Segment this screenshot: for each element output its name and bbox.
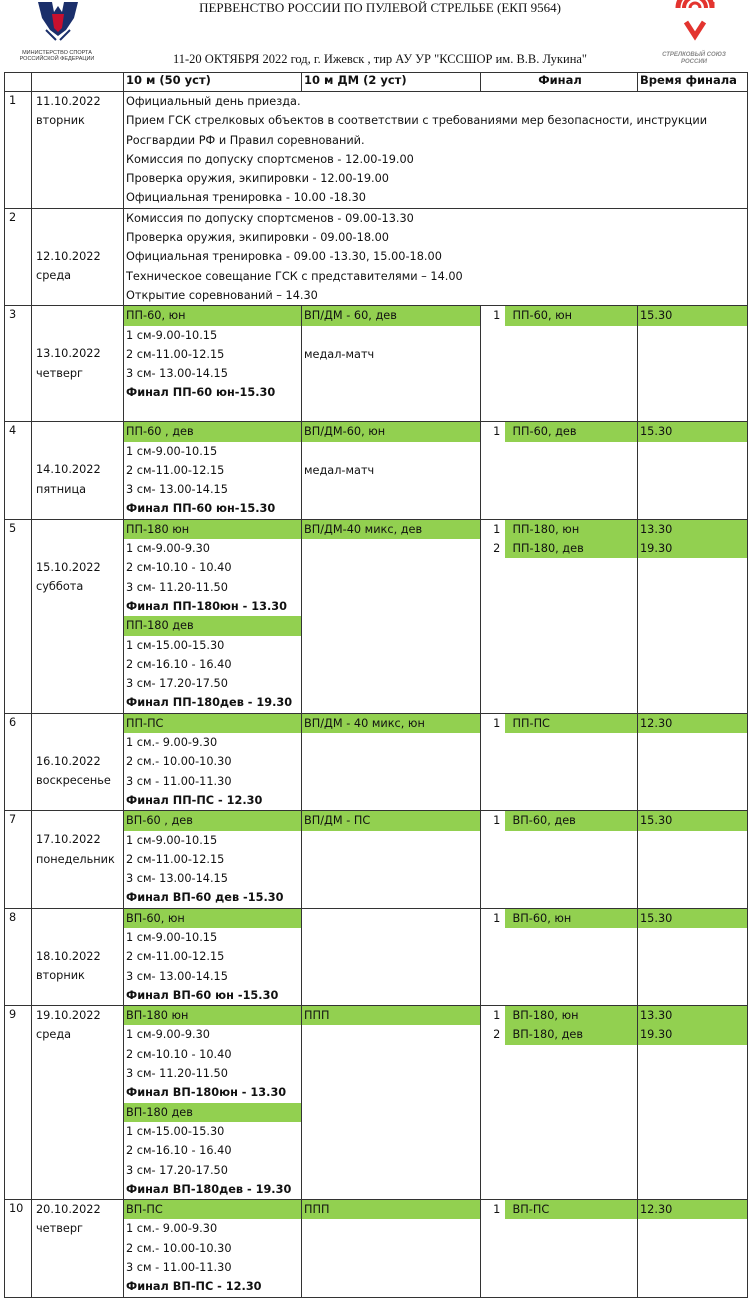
day-number: 7 [5, 811, 32, 908]
info-line: Техническое совещание ГСК с представителями – 14.00 [126, 269, 463, 283]
shift-time: 3 см- 13.00-14.15 [126, 367, 228, 381]
shift-time: 3 см- 17.20-17.50 [126, 677, 228, 691]
shift-time: 1 см.- 9.00-9.30 [126, 1222, 218, 1236]
events-10m-cell [124, 306, 302, 422]
day-row [5, 908, 748, 1005]
final-event-cell [511, 306, 638, 422]
shift-time: 3 см- 17.20-17.50 [126, 1163, 228, 1177]
shift-time: 2 см-11.00-12.15 [126, 950, 225, 964]
day-date-cell [32, 713, 124, 810]
final-event-cell [511, 422, 638, 519]
day-number: 9 [5, 1006, 32, 1200]
day-date: 17.10.2022 [36, 833, 101, 847]
union-caption: СТРЕЛКОВЫЙ СОЮЗ РОССИИ [662, 52, 726, 65]
final-number: 1 [493, 309, 501, 323]
final-number: 2 [493, 1028, 501, 1042]
events-dm-cell [302, 1006, 481, 1200]
shift-time: 1 см-15.00-15.30 [126, 1124, 225, 1138]
day-date-cell [32, 811, 124, 908]
info-line: Проверка оружия, экипировки - 12.00-19.00 [126, 172, 389, 186]
final-time: 15.30 [638, 909, 747, 928]
event-title: ПП-ПС [124, 714, 301, 733]
shift-time: 1 см-9.00-9.30 [126, 1028, 210, 1042]
events-dm-cell [302, 422, 481, 519]
dm-event-title: ВП/ДМ - 40 микс, юн [302, 714, 480, 733]
day-date-cell [32, 92, 124, 209]
final-time-cell [638, 713, 748, 810]
header-num [5, 73, 32, 92]
final-time: 19.30 [638, 539, 747, 558]
info-line: Комиссия по допуску спортсменов - 12.00-19.00 [126, 152, 414, 166]
event-final-time: Финал ВП-ПС - 12.30 [126, 1280, 262, 1294]
events-dm-cell [302, 1200, 481, 1297]
events-10m-cell [124, 1200, 302, 1297]
day-weekday: среда [36, 269, 72, 283]
events-dm-cell [302, 713, 481, 810]
header-10m: 10 м (50 уст) [124, 73, 302, 92]
day-weekday: понедельник [36, 852, 115, 866]
header-final-time: Время финала [638, 73, 748, 92]
shift-time: 1 см-15.00-15.30 [126, 638, 225, 652]
day-weekday: суббота [36, 580, 84, 594]
day-weekday: четверг [36, 366, 83, 380]
event-title: ВП-180 дев [124, 1103, 301, 1122]
day-weekday: четверг [36, 1222, 83, 1236]
event-title: ВП-60 , дев [124, 811, 301, 830]
events-dm-cell [302, 519, 481, 713]
final-time: 13.30 [638, 1006, 747, 1025]
event-final-time: Финал ВП-60 дев -15.30 [126, 891, 284, 905]
dm-note: медал-матч [304, 347, 375, 361]
final-number: 1 [493, 1009, 501, 1023]
day-date: 12.10.2022 [36, 249, 101, 263]
dm-event-title: ППП [302, 1200, 480, 1219]
final-event: ПП-60, дев [505, 422, 638, 441]
day-date: 15.10.2022 [36, 560, 101, 574]
events-10m-cell [124, 811, 302, 908]
shift-time: 2 см-11.00-12.15 [126, 347, 225, 361]
event-final-time: Финал ВП-60 юн -15.30 [126, 988, 279, 1002]
event-title: ПП-60 , дев [124, 422, 301, 441]
dm-event-title: ВП/ДМ-40 микс, дев [302, 520, 480, 539]
day-date: 18.10.2022 [36, 949, 101, 963]
final-time-cell [638, 908, 748, 1005]
shift-time: 3 см - 11.00-11.30 [126, 774, 232, 788]
final-time-cell [638, 1200, 748, 1297]
info-line: Официальная тренировка - 09.00 -13.30, 15.00-18.00 [126, 250, 442, 264]
day-row [5, 519, 748, 713]
final-number: 1 [493, 1203, 501, 1217]
day-date: 20.10.2022 [36, 1203, 101, 1217]
day-number: 2 [5, 208, 32, 305]
day-number: 10 [5, 1200, 32, 1297]
day-weekday: вторник [36, 968, 85, 982]
final-event: ВП-180, дев [505, 1025, 638, 1044]
final-event: ВП-180, юн [505, 1006, 638, 1025]
final-event: ПП-60, юн [505, 306, 638, 325]
day-row [5, 811, 748, 908]
shift-time: 1 см.- 9.00-9.30 [126, 736, 218, 750]
shift-time: 3 см - 11.00-11.30 [126, 1261, 232, 1275]
final-number: 1 [493, 814, 501, 828]
events-10m-cell [124, 908, 302, 1005]
shift-time: 3 см- 13.00-14.15 [126, 872, 228, 886]
day-date-cell [32, 208, 124, 305]
final-time-cell [638, 811, 748, 908]
event-final-time: Финал ВП-180юн - 13.30 [126, 1086, 287, 1100]
page-title: ПЕРВЕНСТВО РОССИИ ПО ПУЛЕВОЙ СТРЕЛЬБЕ (ЕКП 9564) [199, 0, 561, 15]
day-number: 4 [5, 422, 32, 519]
day-number: 1 [5, 92, 32, 209]
shift-time: 3 см- 13.00-14.15 [126, 969, 228, 983]
day-date: 13.10.2022 [36, 347, 101, 361]
shift-time: 1 см-9.00-10.15 [126, 444, 218, 458]
final-event: ПП-180, дев [505, 539, 638, 558]
document-header [0, 0, 750, 74]
event-final-time: Финал ВП-180дев - 19.30 [126, 1182, 292, 1196]
final-time: 19.30 [638, 1025, 747, 1044]
event-final-time: Финал ПП-180дев - 19.30 [126, 696, 293, 710]
final-event-cell [511, 1006, 638, 1200]
header-date [32, 73, 124, 92]
final-number: 1 [493, 716, 501, 730]
shift-time: 2 см-16.10 - 16.40 [126, 1144, 232, 1158]
day-row [5, 1006, 748, 1200]
day-date-cell [32, 1006, 124, 1200]
info-line: Открытие соревнований – 14.30 [126, 288, 318, 302]
events-10m-cell [124, 713, 302, 810]
events-dm-cell [302, 908, 481, 1005]
day-number: 5 [5, 519, 32, 713]
schedule-table [4, 72, 748, 1298]
final-event-cell [511, 1200, 638, 1297]
day-number: 8 [5, 908, 32, 1005]
shift-time: 2 см.- 10.00-10.30 [126, 755, 232, 769]
final-time: 13.30 [638, 520, 747, 539]
events-dm-cell [302, 811, 481, 908]
day-row [5, 208, 748, 305]
final-event: ВП-ПС [505, 1200, 638, 1219]
final-time: 15.30 [638, 811, 747, 830]
final-number: 2 [493, 542, 501, 556]
final-time: 15.30 [638, 306, 747, 325]
event-final-time: Финал ПП-60 юн-15.30 [126, 386, 276, 400]
day-date-cell [32, 519, 124, 713]
info-line: Официальная тренировка - 10.00 -18.30 [126, 191, 366, 205]
final-time-cell [638, 306, 748, 422]
dm-event-title: ВП/ДМ - 60, дев [302, 306, 480, 325]
day-info-cell [124, 208, 748, 305]
shift-time: 3 см- 11.20-11.50 [126, 580, 228, 594]
final-event: ВП-60, дев [505, 811, 638, 830]
final-event-cell [511, 908, 638, 1005]
info-line: Прием ГСК стрелковых объектов в соответствии с требованиями мер безопасности, инструкции Росгвардии РФ и Правил соревнований. [126, 114, 708, 147]
day-number: 3 [5, 306, 32, 422]
day-row [5, 713, 748, 810]
dm-note: медал-матч [304, 463, 375, 477]
shift-time: 2 см-16.10 - 16.40 [126, 657, 232, 671]
day-weekday: воскресенье [36, 774, 111, 788]
info-line: Официальный день приезда. [126, 95, 301, 108]
day-date: 16.10.2022 [36, 754, 101, 768]
final-number: 1 [493, 522, 501, 536]
event-title: ВП-180 юн [124, 1006, 301, 1025]
event-title: ВП-60, юн [124, 909, 301, 928]
day-date-cell [32, 422, 124, 519]
final-event: ПП-ПС [505, 714, 638, 733]
final-time-cell [638, 1006, 748, 1200]
shift-time: 2 см-10.10 - 10.40 [126, 561, 232, 575]
shift-time: 1 см-9.00-9.30 [126, 542, 210, 556]
shift-time: 3 см- 11.20-11.50 [126, 1067, 228, 1081]
day-date: 19.10.2022 [36, 1009, 101, 1023]
shift-time: 3 см- 13.00-14.15 [126, 483, 228, 497]
final-event-cell [511, 519, 638, 713]
day-row [5, 1200, 748, 1297]
day-weekday: среда [36, 1028, 72, 1042]
events-10m-cell [124, 1006, 302, 1200]
final-time: 12.30 [638, 714, 747, 733]
final-number: 1 [493, 911, 501, 925]
event-title: ПП-180 дев [124, 616, 301, 635]
final-time-cell [638, 422, 748, 519]
dates-venue: 11-20 ОКТЯБРЯ 2022 год, г. Ижевск , тир АУ УР "КССШОР им. В.В. Лукина" [172, 52, 588, 66]
day-date-cell [32, 306, 124, 422]
day-row [5, 92, 748, 209]
events-dm-cell [302, 306, 481, 422]
final-number: 1 [493, 425, 501, 439]
shift-time: 2 см-11.00-12.15 [126, 463, 225, 477]
day-info-cell [124, 92, 748, 209]
info-line: Проверка оружия, экипировки - 09.00-18.00 [126, 231, 389, 245]
shift-time: 2 см.- 10.00-10.30 [126, 1241, 232, 1255]
shift-time: 2 см-11.00-12.15 [126, 852, 225, 866]
ministry-caption: МИНИСТЕРСТВО СПОРТА РОССИЙСКОЙ ФЕДЕРАЦИИ [19, 50, 95, 62]
event-title: ВП-ПС [124, 1200, 301, 1219]
shift-time: 1 см-9.00-10.15 [126, 328, 218, 342]
day-row [5, 306, 748, 422]
day-weekday: вторник [36, 114, 85, 128]
event-title: ПП-60, юн [124, 306, 301, 325]
day-row [5, 422, 748, 519]
event-title: ПП-180 юн [124, 520, 301, 539]
final-event-cell [511, 811, 638, 908]
final-event-cell [511, 713, 638, 810]
event-final-time: Финал ПП-ПС - 12.30 [126, 793, 263, 807]
final-time: 15.30 [638, 422, 747, 441]
table-header-row [5, 73, 748, 92]
day-date: 14.10.2022 [36, 463, 101, 477]
day-weekday: пятница [36, 482, 87, 496]
header-final: Финал [481, 73, 638, 92]
header-10m-dm: 10 м ДМ (2 уст) [302, 73, 481, 92]
dm-event-title: ВП/ДМ-60, юн [302, 422, 480, 441]
final-event: ПП-180, юн [505, 520, 638, 539]
dm-event-title: ППП [302, 1006, 480, 1025]
events-10m-cell [124, 422, 302, 519]
dm-event-title: ВП/ДМ - ПС [302, 811, 480, 830]
event-final-time: Финал ПП-60 юн-15.30 [126, 502, 276, 516]
day-date-cell [32, 908, 124, 1005]
shift-time: 1 см-9.00-10.15 [126, 833, 218, 847]
shift-time: 1 см-9.00-10.15 [126, 930, 218, 944]
day-date-cell [32, 1200, 124, 1297]
final-time: 12.30 [638, 1200, 747, 1219]
day-date: 11.10.2022 [36, 95, 101, 108]
schedule-body [5, 92, 748, 1298]
final-time-cell [638, 519, 748, 713]
final-event: ВП-60, юн [505, 909, 638, 928]
event-final-time: Финал ПП-180юн - 13.30 [126, 599, 288, 613]
day-number: 6 [5, 713, 32, 810]
info-line: Комиссия по допуску спортсменов - 09.00-13.30 [126, 211, 414, 225]
events-10m-cell [124, 519, 302, 713]
shift-time: 2 см-10.10 - 10.40 [126, 1047, 232, 1061]
